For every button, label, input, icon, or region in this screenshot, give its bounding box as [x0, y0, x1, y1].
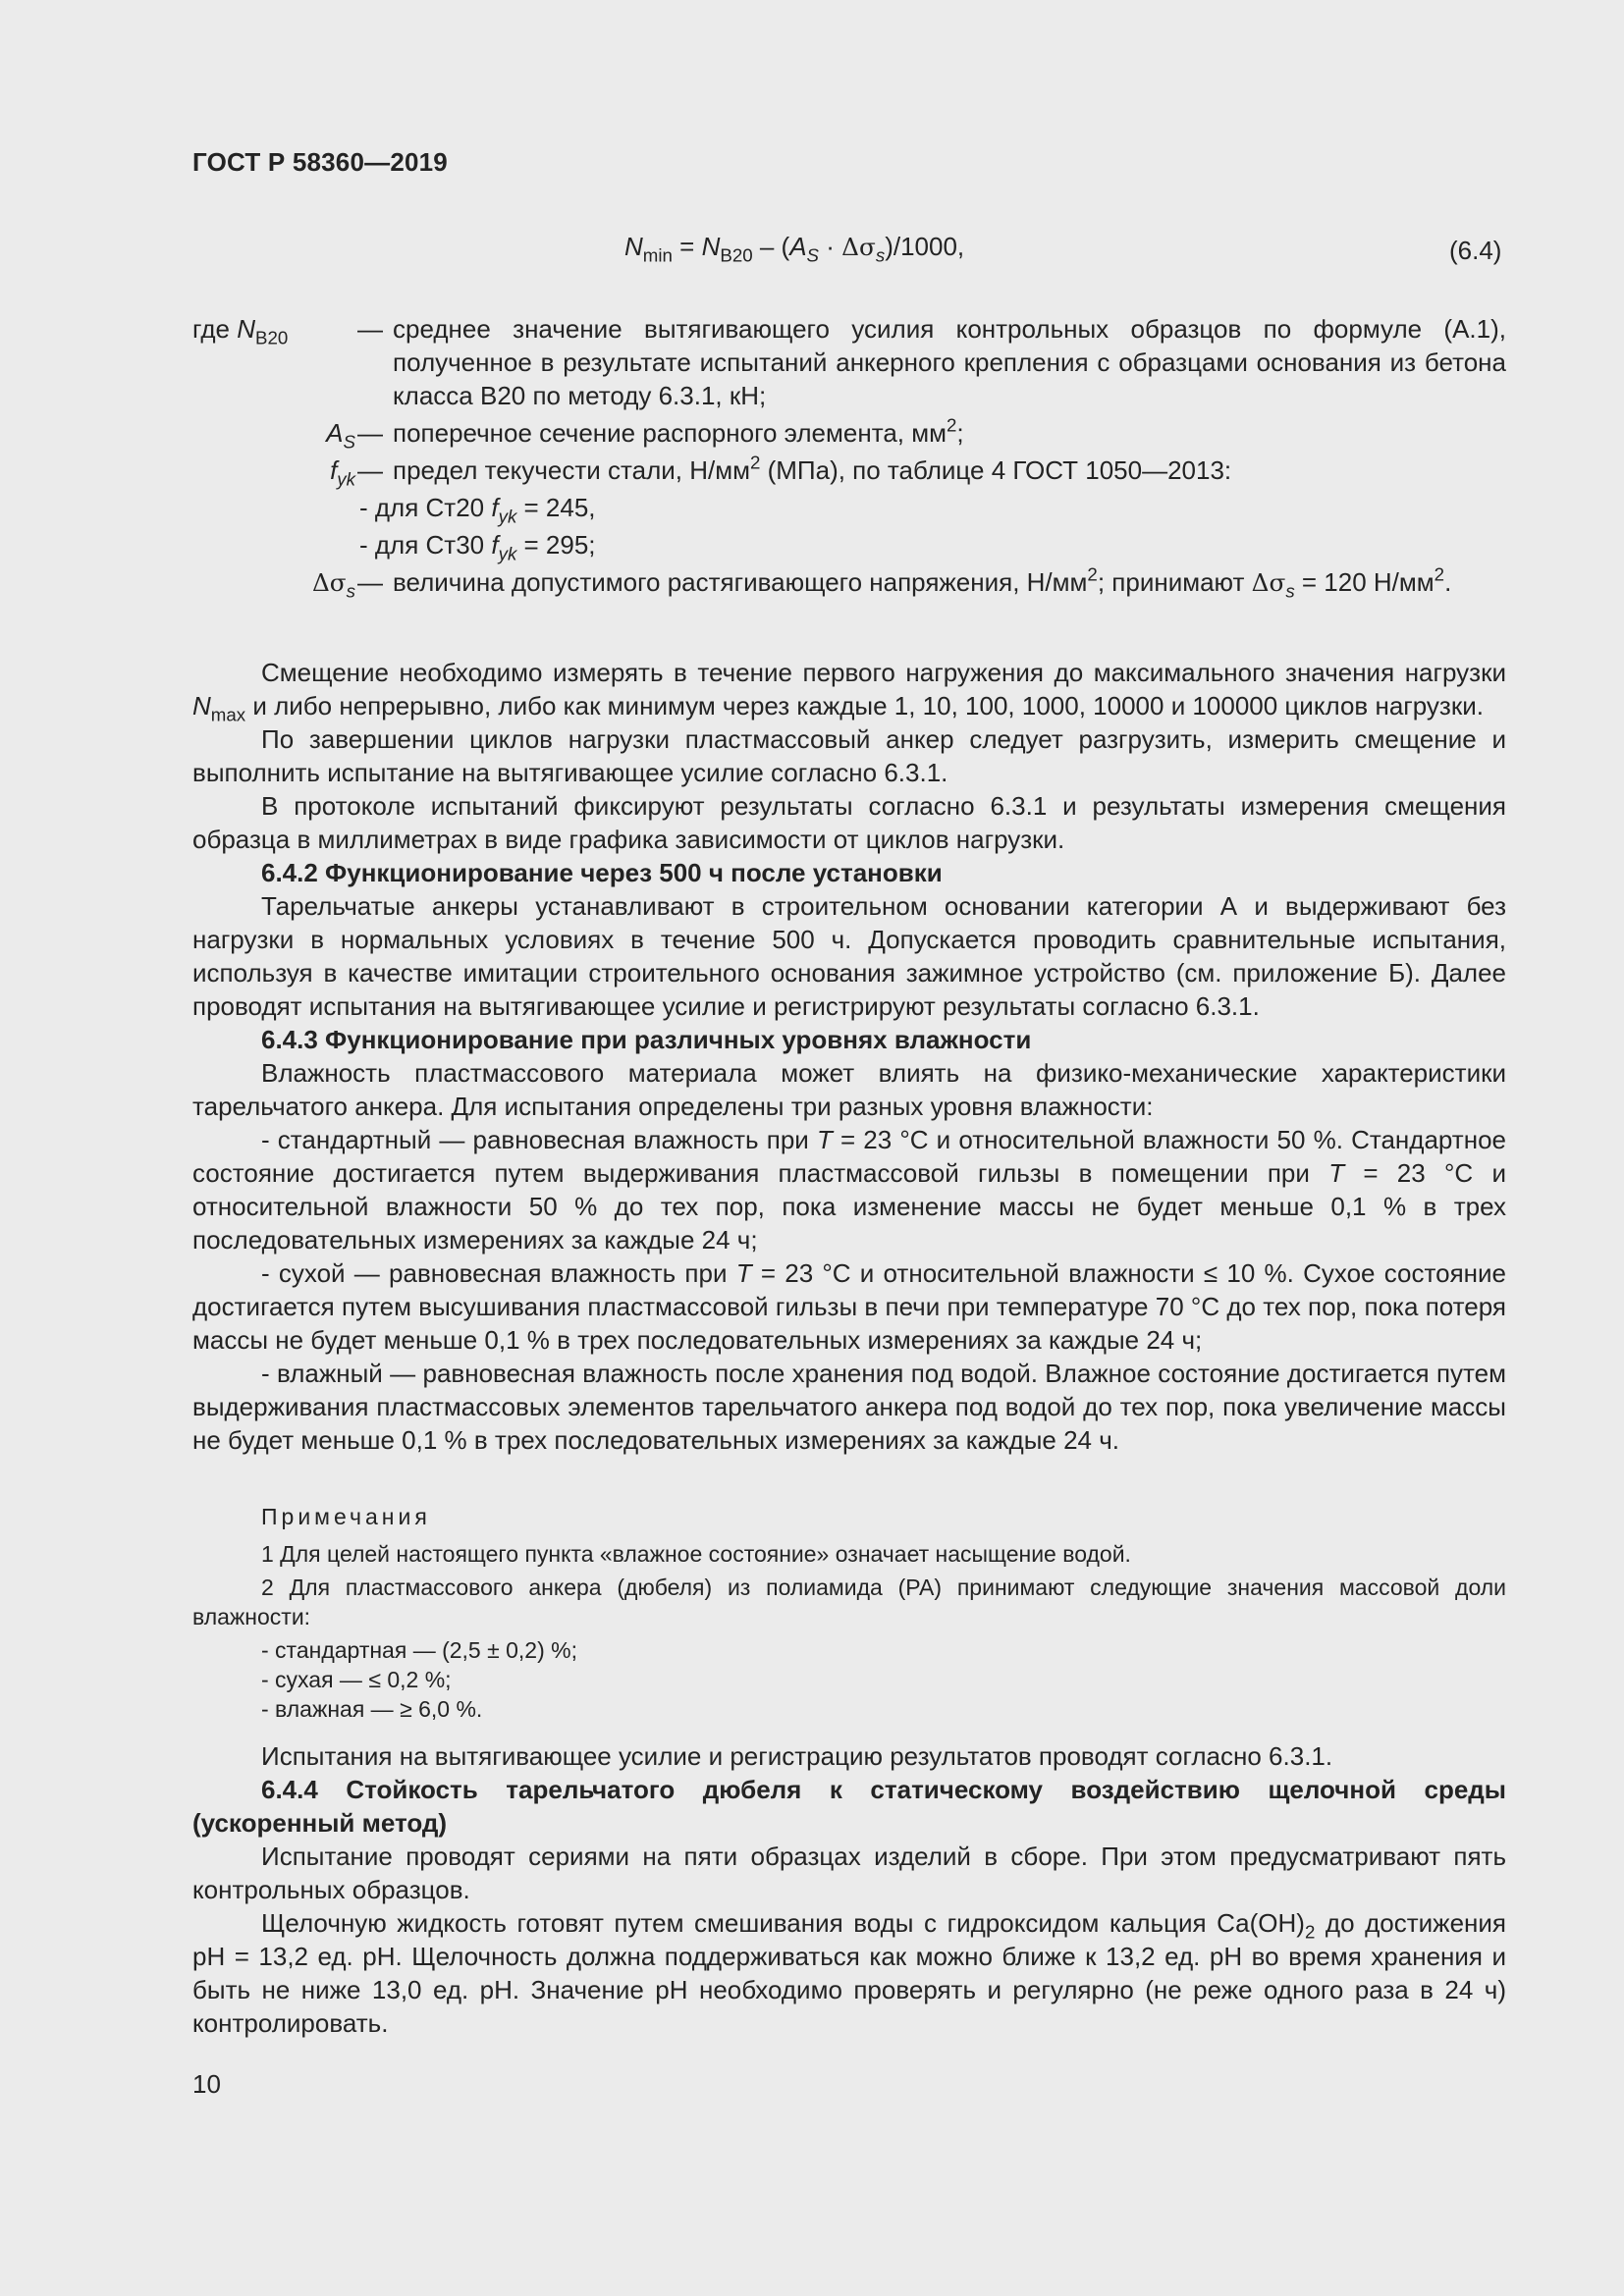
- formula-n-b20-sub: B20: [720, 244, 753, 266]
- formula-delta-sigma: Δσ: [841, 233, 876, 261]
- definition-dash: —: [357, 455, 383, 485]
- list-item-wet: - влажный — равновесная влажность после хранения под водой. Влажное состояние достигается путем выдерживания пластмассовых элементов тарельчатого анкера под водой до тех пор, пока увеличение массы не будет меньше 0,1 % в трех последовательных измерениях за каждые 24 ч.: [192, 1359, 1506, 1455]
- formula-dot: ·: [819, 232, 842, 261]
- superscript: 2: [1434, 563, 1445, 585]
- symbol-sub: yk: [498, 543, 517, 564]
- paragraph-text: и либо непрерывно, либо как минимум через каждые 1, 10, 100, 1000, 10000 и 100000 циклов нагрузки.: [245, 691, 1484, 721]
- symbol-t: T: [816, 1125, 833, 1154]
- list-text: - сухой — равновесная влажность при: [261, 1258, 736, 1288]
- list-item-dry: [192, 1256, 1506, 1357]
- document-header: ГОСТ Р 58360—2019: [192, 147, 448, 177]
- formula-tail: )/1000,: [885, 232, 965, 261]
- subitem-text: - для Ст30: [359, 530, 492, 560]
- superscript: 2: [749, 452, 761, 473]
- definition-nb20: [192, 312, 1506, 412]
- symbol-sub: yk: [337, 468, 355, 490]
- symbol-f: f: [491, 493, 499, 522]
- paragraph: Испытание проводят сериями на пяти образцах изделий в сборе. При этом предусматривают пять контрольных образцов.: [192, 1842, 1506, 1904]
- formula-n-min: N: [624, 232, 643, 261]
- symbol-sub: S: [343, 431, 355, 453]
- note-list-item: - влажная — ≥ 6,0 %.: [261, 1696, 483, 1722]
- paragraph: Тарельчатые анкеры устанавливают в строительном основании категории А и выдерживают без нагрузки в нормальных условиях в течение 500 ч. Допускается проводить сравнительные испытания, используя в качестве имитации строительного основания зажимное устройство (см. приложение Б). Далее проводят испытания на вытягивающее усилие и регистрируют результаты согласно 6.3.1.: [192, 891, 1506, 1021]
- definition-text-tail: ;: [956, 418, 964, 448]
- definition-text: среднее значение вытягивающего усилия контрольных образцов по формуле (А.1), полученное в результате испытаний анкерного крепления с образцами основания из бетона класса В20 по методу 6.3.1, кН;: [393, 314, 1506, 410]
- definition-text-part: = 120 Н/мм: [1294, 567, 1435, 597]
- paragraph: В протоколе испытаний фиксируют результаты согласно 6.3.1 и результаты измерения смещения образца в миллиметрах в виде графика зависимости от циклов нагрузки.: [192, 791, 1506, 854]
- list-text: - стандартный — равновесная влажность при: [261, 1125, 817, 1154]
- paragraph-text: до достижения pH = 13,2 ед. pH. Щелочность должна поддерживаться как можно ближе к 13,2 ед. pH во время хранения и быть не ниже 13,0 ед. pH. Значение pH необходимо проверять и регулярно (не реже одного раза в 24 ч) контролировать.: [192, 1908, 1506, 2038]
- formula-eq: =: [672, 232, 702, 261]
- definition-dash: —: [357, 567, 383, 597]
- definition-fyk: [192, 452, 1506, 490]
- section-heading-6-4-4: 6.4.4 Стойкость тарельчатого дюбеля к статическому воздействию щелочной среды (ускоренный метод): [192, 1775, 1506, 1838]
- symbol-delta-sigma: Δσ: [1251, 568, 1286, 597]
- definition-text: [385, 454, 1506, 487]
- definitions-list: [192, 312, 1506, 604]
- note-1: 1 Для целей настоящего пункта «влажное состояние» означает насыщение водой.: [261, 1541, 1131, 1567]
- definition-term: [192, 454, 355, 490]
- formula-6-4: [624, 232, 965, 266]
- definition-subitem-st20: [192, 491, 1506, 527]
- formula-minus: – (: [752, 232, 790, 261]
- symbol-a: A: [326, 418, 344, 448]
- symbol-sub: yk: [498, 506, 517, 527]
- notes-title: Примечания: [261, 1504, 431, 1529]
- symbol-sub: s: [1285, 580, 1295, 602]
- definition-text-tail: .: [1444, 567, 1452, 597]
- definition-text-part: ; принимают: [1097, 567, 1252, 597]
- main-text-continued: [192, 1739, 1506, 2040]
- paragraph-text: Щелочную жидкость готовят путем смешивания воды с гидроксидом кальция Са(ОН): [261, 1908, 1305, 1938]
- formula-as: A: [789, 232, 807, 261]
- formula-n-b20: N: [701, 232, 721, 261]
- list-text: = 23 °С и относительной влажности 50 %. Стандартное состояние достигается путем выдерживания пластмассовой гильзы в помещении при: [192, 1125, 1506, 1188]
- definition-text: [385, 416, 1506, 450]
- subitem-text: - для Ст20: [359, 493, 492, 522]
- definition-text: [385, 565, 1506, 600]
- note-2: 2 Для пластмассового анкера (дюбеля) из полиамида (РА) принимают следующие значения массовой доли влажности:: [192, 1575, 1506, 1629]
- symbol-sub: s: [346, 580, 355, 602]
- symbol-n: N: [192, 691, 211, 721]
- subitem-value: = 295;: [516, 530, 596, 560]
- definition-dash: —: [357, 418, 383, 448]
- formula-n-min-sub: min: [642, 244, 673, 266]
- subitem-value: = 245,: [516, 493, 596, 522]
- note-list-item: - сухая — ≤ 0,2 %;: [261, 1667, 452, 1692]
- symbol-f: f: [330, 455, 338, 485]
- symbol-f: f: [491, 530, 499, 560]
- definition-subitem-st30: [192, 528, 1506, 564]
- page-number: 10: [192, 2069, 221, 2099]
- list-item-standard: [192, 1123, 1506, 1256]
- notes-block: [192, 1502, 1506, 1724]
- definition-text-part: поперечное сечение распорного элемента, мм: [393, 418, 947, 448]
- definition-term: [192, 565, 355, 600]
- symbol-sub: B20: [254, 327, 289, 348]
- definition-term: [192, 312, 355, 412]
- paragraph-text: Смещение необходимо измерять в течение первого нагружения до максимального значения нагрузки: [261, 658, 1506, 687]
- definition-term: [192, 416, 355, 453]
- superscript: 2: [946, 414, 957, 436]
- paragraph: [192, 1906, 1506, 2040]
- formula-as-sub: S: [806, 244, 820, 266]
- definition-dash: —: [357, 314, 383, 344]
- list-text: = 23 °С и относительной влажности ≤ 10 %. Сухое состояние достигается путем высушивания пластмассовой гильзы в печи при температуре 70 °С до тех пор, пока потеря массы не будет меньше 0,1 % в трех последовательных измерениях за каждые 24 ч;: [192, 1258, 1506, 1355]
- definition-text-part: величина допустимого растягивающего напряжения, Н/мм: [393, 567, 1088, 597]
- symbol-t: T: [735, 1258, 752, 1288]
- paragraph: [192, 656, 1506, 725]
- section-heading-6-4-3: 6.4.3 Функционирование при различных уровнях влажности: [261, 1025, 1032, 1054]
- definition-text-tail: (МПа), по таблице 4 ГОСТ 1050—2013:: [760, 455, 1232, 485]
- note-list-item: - стандартная — (2,5 ± 0,2) %;: [261, 1637, 577, 1663]
- paragraph: По завершении циклов нагрузки пластмассовый анкер следует разгрузить, измерить смещение и выполнить испытание на вытягивающее усилие согласно 6.3.1.: [192, 724, 1506, 787]
- formula-delta-sigma-sub: s: [875, 244, 886, 266]
- paragraph: Испытания на вытягивающее усилие и регистрацию результатов проводят согласно 6.3.1.: [261, 1741, 1333, 1771]
- paragraph: Влажность пластмассового материала может влиять на физико-механические характеристики тарельчатого анкера. Для испытания определены три разных уровня влажности:: [192, 1058, 1506, 1121]
- symbol-n: N: [237, 314, 255, 344]
- symbol-delta-sigma: Δσ: [311, 568, 347, 597]
- definition-as: [192, 414, 1506, 453]
- list-text: = 23 °С и относительной влажности 50 % до тех пор, пока изменение массы не будет меньше 0,1 % в трех последовательных измерениях за каждые 24 ч;: [192, 1158, 1506, 1255]
- formula-number: (6.4): [1449, 236, 1502, 265]
- symbol-t: T: [1328, 1158, 1345, 1188]
- where-word: где: [192, 314, 230, 344]
- main-text: [192, 656, 1506, 1457]
- section-heading-6-4-2: 6.4.2 Функционирование через 500 ч после установки: [261, 858, 943, 887]
- subscript: 2: [1304, 1921, 1316, 1943]
- symbol-sub: max: [210, 704, 246, 725]
- definition-text-part: предел текучести стали, Н/мм: [393, 455, 750, 485]
- definition-delta-sigma: [192, 565, 1506, 600]
- superscript: 2: [1087, 563, 1098, 585]
